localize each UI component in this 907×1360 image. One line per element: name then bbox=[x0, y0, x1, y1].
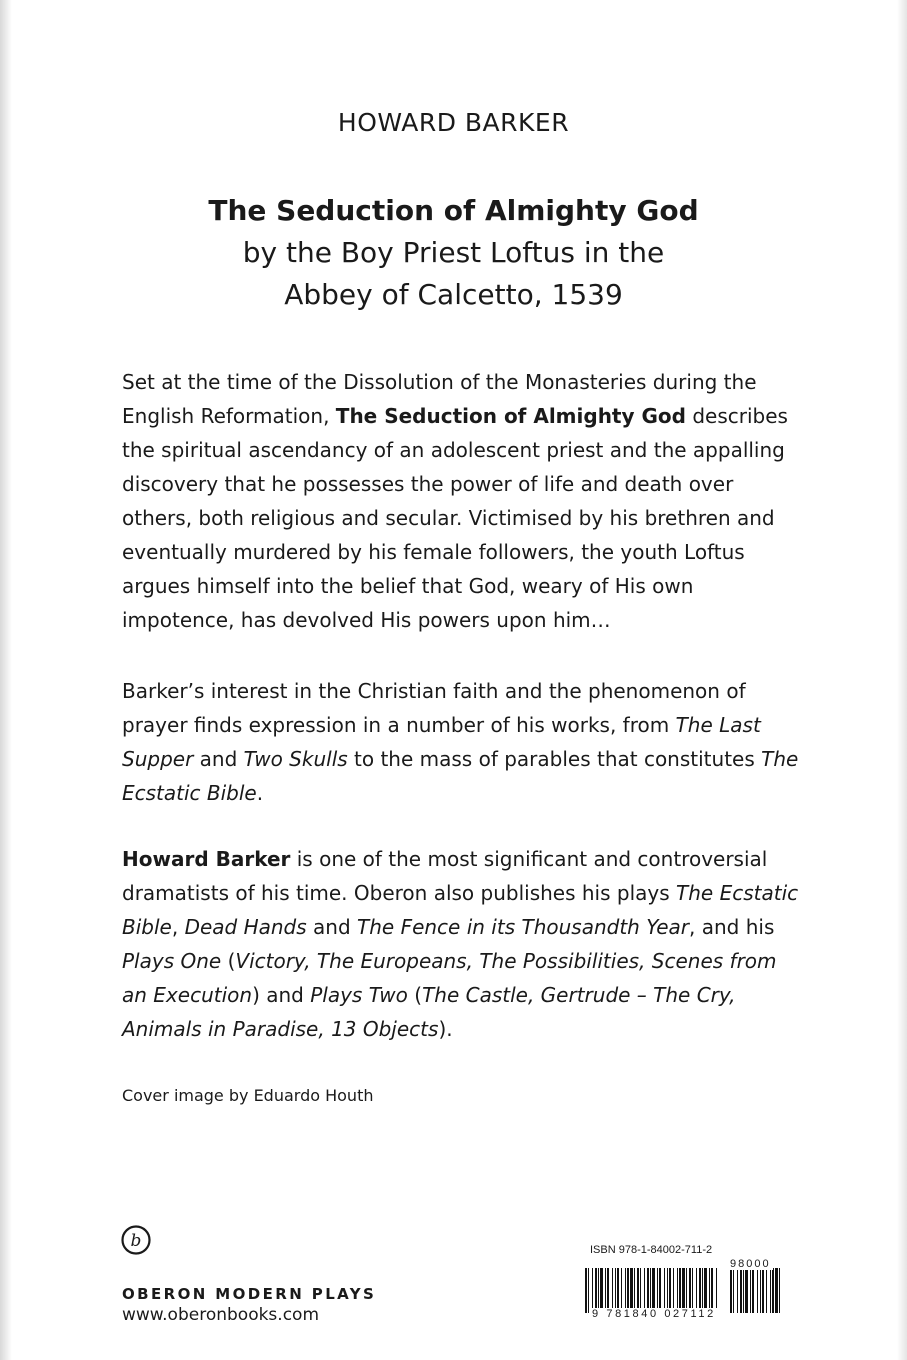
bio-text: is one of the most significant and controversial dramatists of his time. Oberon also publishes his plays bbox=[122, 847, 768, 905]
bio-collection-2-contents: The Castle, Gertrude – The Cry, Animals in Paradise, 13 Objects bbox=[122, 983, 736, 1041]
price-code: 98000 bbox=[730, 1258, 771, 1270]
barcode-bar bbox=[733, 1268, 734, 1313]
barcode-bar bbox=[762, 1268, 764, 1313]
bio-sep-1: , bbox=[171, 915, 185, 939]
barcode-bar bbox=[652, 1268, 655, 1313]
barcode-bar bbox=[637, 1268, 639, 1313]
barcode-bar bbox=[702, 1268, 703, 1313]
barcode-bar bbox=[600, 1268, 603, 1313]
barcode-bar bbox=[775, 1268, 778, 1313]
bio-sep-2: and bbox=[306, 915, 358, 939]
bio-work-2: Dead Hands bbox=[184, 915, 307, 939]
barcode-bar bbox=[757, 1268, 758, 1313]
barcode-addon-bars bbox=[730, 1268, 785, 1313]
publisher-website: www.oberonbooks.com bbox=[122, 1305, 320, 1325]
barcode-bar bbox=[625, 1268, 626, 1313]
p2-work-3: The Ecstatic Bible bbox=[122, 747, 799, 805]
barcode-bar bbox=[585, 1268, 587, 1313]
bio-collection-1: Plays One bbox=[122, 949, 222, 973]
title-sub-1: by the Boy Priest Loftus in the bbox=[242, 236, 665, 269]
p1-text: Set at the time of the Dissolution of the Monasteries during the English Reformation, bbox=[122, 370, 757, 428]
bio-sep-5: ) and bbox=[252, 983, 311, 1007]
barcode-bar bbox=[630, 1268, 633, 1313]
book-title bbox=[0, 190, 907, 316]
bio-sep-3: , and his bbox=[689, 915, 775, 939]
barcode-bar bbox=[682, 1268, 685, 1313]
barcode-bar bbox=[592, 1268, 593, 1313]
barcode-bar bbox=[634, 1268, 635, 1313]
p2-text-2: and bbox=[193, 747, 244, 771]
title-main: The Seduction of Almighty God bbox=[208, 194, 699, 227]
bio-sep-6: ( bbox=[407, 983, 423, 1007]
barcode-digits: 9 781840 027112 bbox=[592, 1308, 716, 1320]
barcode-bar bbox=[659, 1268, 661, 1313]
barcode-bar bbox=[650, 1268, 651, 1313]
barcode-bar bbox=[716, 1268, 717, 1313]
p1-title: The Seduction of Almighty God bbox=[335, 404, 686, 428]
barcode-bar bbox=[696, 1268, 697, 1313]
barcode-bar bbox=[699, 1268, 701, 1313]
barcode-bar bbox=[689, 1268, 691, 1313]
barcode-bar bbox=[770, 1268, 771, 1313]
logo-letter: b bbox=[130, 1231, 142, 1251]
barcode-bar bbox=[760, 1268, 761, 1313]
barcode-bar bbox=[750, 1268, 751, 1313]
barcode-bar bbox=[740, 1268, 742, 1313]
barcode-bar bbox=[615, 1268, 616, 1313]
bio-work-3: The Fence in its Thousandth Year bbox=[357, 915, 690, 939]
p2-text-3: to the mass of parables that constitutes bbox=[347, 747, 762, 771]
barcode-bar bbox=[711, 1268, 713, 1313]
barcode-bar bbox=[730, 1268, 732, 1313]
barcode-bar bbox=[679, 1268, 681, 1313]
barcode-bar bbox=[752, 1268, 754, 1313]
barcode-bar bbox=[669, 1268, 671, 1313]
barcode-bar bbox=[686, 1268, 687, 1313]
barcode-main-bars bbox=[585, 1268, 720, 1313]
barcode-bar bbox=[664, 1268, 665, 1313]
title-sub-2: Abbey of Calcetto, 1539 bbox=[284, 278, 623, 311]
barcode-bar bbox=[779, 1268, 780, 1313]
barcode-bar bbox=[647, 1268, 649, 1313]
barcode-bar bbox=[588, 1268, 589, 1313]
barcode-bar bbox=[627, 1268, 629, 1313]
bio-collection-1-contents: Victory, The Europeans, The Possibilities, Scenes from an Execution bbox=[122, 949, 777, 1007]
bio-sep-4: ( bbox=[221, 949, 236, 973]
barcode-bar bbox=[743, 1268, 744, 1313]
p2-work-1: The Last Supper bbox=[122, 713, 761, 771]
barcode-bar bbox=[667, 1268, 668, 1313]
bio-author: Howard Barker bbox=[122, 847, 291, 871]
barcode-bar bbox=[657, 1268, 658, 1313]
barcode-bar bbox=[644, 1268, 645, 1313]
barcode-bar bbox=[598, 1268, 599, 1313]
barcode-bar bbox=[677, 1268, 678, 1313]
barcode-bar bbox=[704, 1268, 707, 1313]
isbn-label: ISBN 978-1-84002-711-2 bbox=[590, 1244, 713, 1256]
barcode-bar bbox=[607, 1268, 609, 1313]
p2-text: Barker’s interest in the Christian faith and the phenomenon of prayer finds expression in a number of his works, from bbox=[122, 679, 746, 737]
bio-sep-7: ). bbox=[438, 1017, 453, 1041]
barcode-bar bbox=[621, 1268, 622, 1313]
barcode-bar bbox=[673, 1268, 674, 1313]
barcode-bar bbox=[640, 1268, 641, 1313]
blurb-paragraph-1 bbox=[122, 365, 802, 637]
barcode-bar bbox=[709, 1268, 710, 1313]
barcode-bar bbox=[766, 1268, 767, 1313]
p2-work-2: Two Skulls bbox=[243, 747, 348, 771]
blurb-paragraph-2 bbox=[122, 674, 802, 810]
series-name: OBERON MODERN PLAYS bbox=[122, 1285, 377, 1303]
barcode-bar bbox=[737, 1268, 738, 1313]
barcode-bar bbox=[612, 1268, 613, 1313]
oberon-logo-icon bbox=[120, 1224, 152, 1256]
author-name: HOWARD BARKER bbox=[337, 108, 570, 137]
barcode-bar bbox=[772, 1268, 774, 1313]
barcode-bar bbox=[617, 1268, 619, 1313]
p2-text-4: . bbox=[256, 781, 264, 805]
barcode-bar bbox=[692, 1268, 693, 1313]
barcode-bar bbox=[605, 1268, 606, 1313]
author-bio bbox=[122, 842, 802, 1046]
bio-work-1: The Ecstatic Bible bbox=[122, 881, 799, 939]
p1-text-2: describes the spiritual ascendancy of an adolescent priest and the appalling discovery that he possesses the power of life and death over others, both religious and secular. Victimised by his brethren and eventually murdered by his female followers, the youth Loftus argues himself into the belief that God, weary of His own impotence, has devolved His powers upon him… bbox=[122, 404, 788, 632]
bio-collection-2: Plays Two bbox=[310, 983, 408, 1007]
barcode-bar bbox=[595, 1268, 597, 1313]
barcode-bar bbox=[745, 1268, 748, 1313]
cover-credit: Cover image by Eduardo Houth bbox=[122, 1086, 374, 1105]
